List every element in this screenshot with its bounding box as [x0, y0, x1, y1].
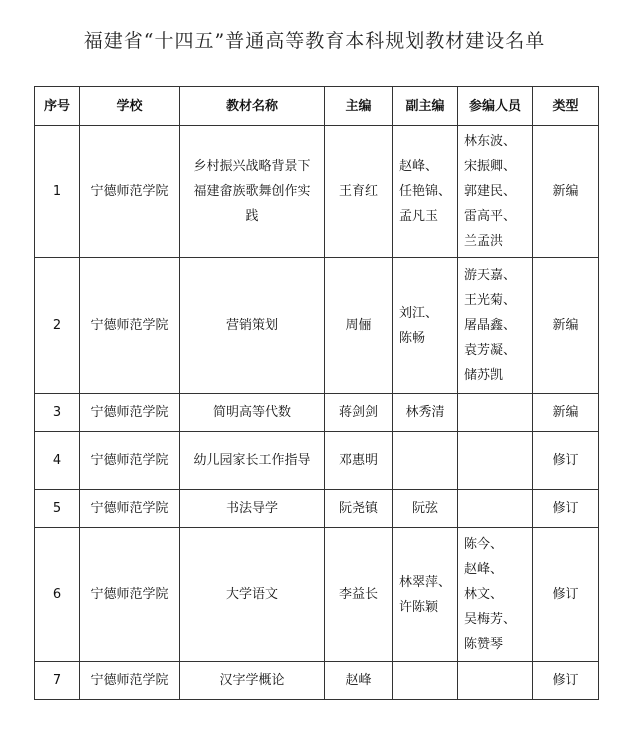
cell-chief-editor: 阮尧镇 — [325, 490, 393, 528]
table-row — [35, 432, 599, 490]
cell-school: 宁德师范学院 — [80, 490, 180, 528]
cell-school: 宁德师范学院 — [80, 258, 180, 394]
cell-no: 2 — [35, 258, 80, 394]
textbook-name-line: 践 — [245, 209, 259, 224]
deputy-editor-line: 林翠萍、 — [399, 574, 452, 590]
cell-no: 5 — [35, 490, 80, 528]
cell-deputy-editor — [393, 126, 458, 258]
cell-school: 宁德师范学院 — [80, 662, 180, 700]
cell-contributors — [458, 126, 533, 258]
header-deputy-editor: 副主编 — [393, 87, 458, 126]
cell-contributors — [458, 432, 533, 490]
cell-chief-editor: 周俪 — [325, 258, 393, 394]
cell-type: 新编 — [533, 126, 599, 258]
cell-textbook-name: 简明高等代数 — [180, 394, 325, 432]
contributor-line: 袁芳凝、 — [464, 343, 517, 358]
cell-no: 7 — [35, 662, 80, 700]
cell-deputy-editor — [393, 528, 458, 662]
header-school: 学校 — [80, 87, 180, 126]
cell-textbook-name: 大学语文 — [180, 528, 325, 662]
contributor-line: 赵峰、 — [464, 562, 504, 577]
contributor-line: 王光菊、 — [464, 293, 517, 308]
deputy-editor-line: 任艳锦、 — [399, 184, 452, 199]
contributor-line: 兰孟洪 — [464, 234, 504, 249]
cell-textbook-name: 书法导学 — [180, 490, 325, 528]
cell-type: 修订 — [533, 662, 599, 700]
cell-textbook-name: 幼儿园家长工作指导 — [180, 432, 325, 490]
contributor-line: 陈今、 — [464, 537, 504, 552]
deputy-editor-line: 陈畅 — [399, 330, 426, 346]
textbook-name-line: 福建畲族歌舞创作实 — [193, 184, 311, 199]
cell-no: 4 — [35, 432, 80, 490]
cell-no: 1 — [35, 126, 80, 258]
contributor-line: 储苏凯 — [464, 368, 504, 383]
table-row — [35, 528, 599, 662]
cell-school: 宁德师范学院 — [80, 432, 180, 490]
table-row — [35, 490, 599, 528]
cell-type: 修订 — [533, 432, 599, 490]
cell-deputy-editor: 林秀清 — [393, 394, 458, 432]
cell-contributors — [458, 394, 533, 432]
contributor-line: 宋振卿、 — [464, 159, 517, 174]
contributor-line: 林文、 — [464, 587, 504, 602]
cell-no: 3 — [35, 394, 80, 432]
contributor-line: 屠晶鑫、 — [464, 318, 517, 333]
cell-chief-editor: 王育红 — [325, 126, 393, 258]
deputy-editor-line: 孟凡玉 — [399, 209, 439, 224]
contributor-line: 林东波、 — [464, 134, 517, 149]
cell-textbook-name — [180, 126, 325, 258]
contributor-line: 陈赞琴 — [464, 637, 504, 652]
cell-deputy-editor: 阮弦 — [393, 490, 458, 528]
table-row — [35, 662, 599, 700]
table-row — [35, 258, 599, 394]
table-header-row — [35, 87, 599, 126]
header-no: 序号 — [35, 87, 80, 126]
contributor-line: 游天嘉、 — [464, 268, 517, 283]
contributor-line: 郭建民、 — [464, 184, 517, 199]
cell-contributors — [458, 662, 533, 700]
deputy-editor-line: 赵峰、 — [399, 159, 439, 174]
deputy-editor-line: 刘江、 — [399, 305, 439, 321]
header-textbook-name: 教材名称 — [180, 87, 325, 126]
deputy-editor-line: 许陈颖 — [399, 599, 439, 615]
cell-deputy-editor — [393, 258, 458, 394]
cell-deputy-editor — [393, 662, 458, 700]
textbook-table — [34, 86, 599, 700]
cell-textbook-name: 营销策划 — [180, 258, 325, 394]
cell-type: 新编 — [533, 394, 599, 432]
cell-type: 修订 — [533, 528, 599, 662]
contributor-line: 吴梅芳、 — [464, 612, 517, 627]
textbook-name-line: 乡村振兴战略背景下 — [193, 159, 311, 174]
header-contributors: 参编人员 — [458, 87, 533, 126]
cell-no: 6 — [35, 528, 80, 662]
table-row — [35, 126, 599, 258]
document-title: 福建省“十四五”普通高等教育本科规划教材建设名单 — [83, 30, 546, 52]
cell-chief-editor: 邓惠明 — [325, 432, 393, 490]
cell-chief-editor: 李益长 — [325, 528, 393, 662]
cell-chief-editor: 蒋剑剑 — [325, 394, 393, 432]
cell-contributors — [458, 528, 533, 662]
cell-school: 宁德师范学院 — [80, 394, 180, 432]
cell-type: 修订 — [533, 490, 599, 528]
cell-deputy-editor — [393, 432, 458, 490]
cell-type: 新编 — [533, 258, 599, 394]
cell-chief-editor: 赵峰 — [325, 662, 393, 700]
cell-school: 宁德师范学院 — [80, 528, 180, 662]
contributor-line: 雷高平、 — [464, 209, 517, 224]
cell-textbook-name: 汉字学概论 — [180, 662, 325, 700]
header-chief-editor: 主编 — [325, 87, 393, 126]
cell-contributors — [458, 490, 533, 528]
header-type: 类型 — [533, 87, 599, 126]
cell-school: 宁德师范学院 — [80, 126, 180, 258]
table-row — [35, 394, 599, 432]
cell-contributors — [458, 258, 533, 394]
